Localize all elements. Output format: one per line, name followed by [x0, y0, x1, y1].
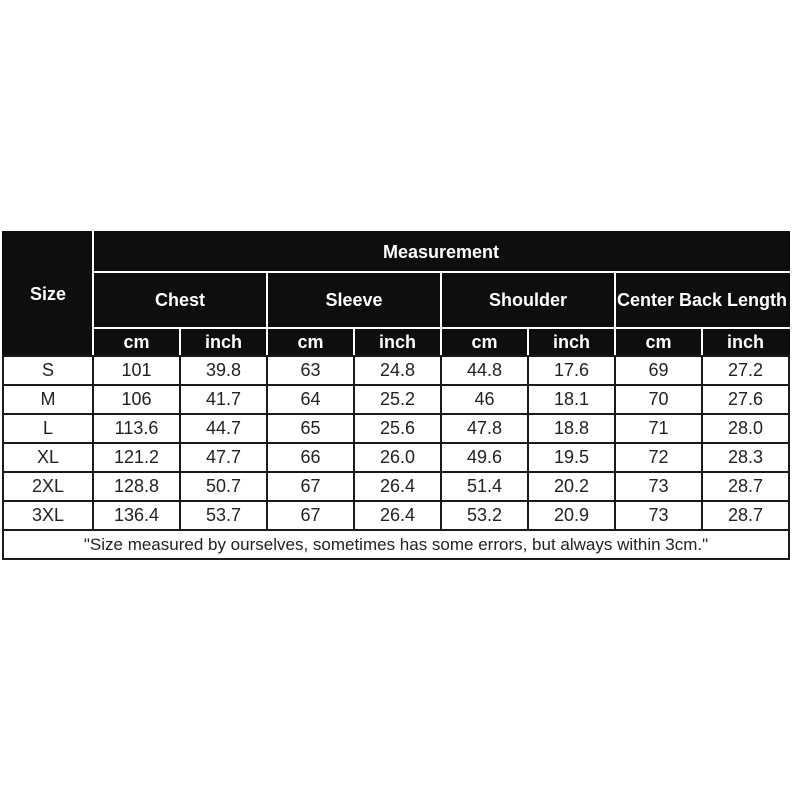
table-row-l	[3, 414, 789, 443]
size-cell: XL	[3, 443, 93, 472]
value-cell: 69	[615, 356, 702, 385]
group-header-chest: Chest	[93, 272, 267, 328]
size-column-header: Size	[3, 232, 93, 356]
value-cell: 73	[615, 501, 702, 530]
value-cell: 63	[267, 356, 354, 385]
value-cell: 26.4	[354, 501, 441, 530]
size-cell: S	[3, 356, 93, 385]
value-cell: 121.2	[93, 443, 180, 472]
value-cell: 20.9	[528, 501, 615, 530]
footnote-row	[3, 530, 789, 559]
value-cell: 26.0	[354, 443, 441, 472]
value-cell: 17.6	[528, 356, 615, 385]
value-cell: 46	[441, 385, 528, 414]
value-cell: 39.8	[180, 356, 267, 385]
value-cell: 71	[615, 414, 702, 443]
table-row-3xl	[3, 501, 789, 530]
value-cell: 47.7	[180, 443, 267, 472]
value-cell: 128.8	[93, 472, 180, 501]
group-header-sleeve: Sleeve	[267, 272, 441, 328]
value-cell: 28.7	[702, 472, 789, 501]
table-row-2xl	[3, 472, 789, 501]
table-row-s	[3, 356, 789, 385]
value-cell: 28.7	[702, 501, 789, 530]
group-header-center-back-length: Center Back Length	[615, 272, 789, 328]
value-cell: 25.2	[354, 385, 441, 414]
unit-header-row	[3, 328, 789, 356]
value-cell: 28.3	[702, 443, 789, 472]
size-cell: 3XL	[3, 501, 93, 530]
value-cell: 70	[615, 385, 702, 414]
unit-header-chest-inch: inch	[180, 328, 267, 356]
size-cell: M	[3, 385, 93, 414]
size-cell: L	[3, 414, 93, 443]
value-cell: 20.2	[528, 472, 615, 501]
value-cell: 27.2	[702, 356, 789, 385]
value-cell: 50.7	[180, 472, 267, 501]
value-cell: 72	[615, 443, 702, 472]
value-cell: 64	[267, 385, 354, 414]
value-cell: 24.8	[354, 356, 441, 385]
value-cell: 25.6	[354, 414, 441, 443]
table-row-m	[3, 385, 789, 414]
value-cell: 106	[93, 385, 180, 414]
unit-header-cbl-cm: cm	[615, 328, 702, 356]
value-cell: 53.2	[441, 501, 528, 530]
unit-header-shoulder-inch: inch	[528, 328, 615, 356]
unit-header-sleeve-cm: cm	[267, 328, 354, 356]
value-cell: 18.1	[528, 385, 615, 414]
value-cell: 26.4	[354, 472, 441, 501]
size-chart	[2, 231, 789, 560]
unit-header-sleeve-inch: inch	[354, 328, 441, 356]
value-cell: 113.6	[93, 414, 180, 443]
value-cell: 66	[267, 443, 354, 472]
value-cell: 41.7	[180, 385, 267, 414]
value-cell: 101	[93, 356, 180, 385]
size-cell: 2XL	[3, 472, 93, 501]
measurement-header-row	[3, 232, 789, 272]
value-cell: 49.6	[441, 443, 528, 472]
value-cell: 51.4	[441, 472, 528, 501]
footnote: "Size measured by ourselves, sometimes has some errors, but always within 3cm."	[3, 530, 789, 559]
value-cell: 136.4	[93, 501, 180, 530]
value-cell: 53.7	[180, 501, 267, 530]
unit-header-cbl-inch: inch	[702, 328, 789, 356]
size-chart-table	[2, 231, 790, 560]
value-cell: 73	[615, 472, 702, 501]
group-header-shoulder: Shoulder	[441, 272, 615, 328]
value-cell: 27.6	[702, 385, 789, 414]
value-cell: 67	[267, 501, 354, 530]
unit-header-shoulder-cm: cm	[441, 328, 528, 356]
unit-header-chest-cm: cm	[93, 328, 180, 356]
value-cell: 47.8	[441, 414, 528, 443]
value-cell: 18.8	[528, 414, 615, 443]
table-row-xl	[3, 443, 789, 472]
value-cell: 28.0	[702, 414, 789, 443]
value-cell: 44.7	[180, 414, 267, 443]
value-cell: 19.5	[528, 443, 615, 472]
measurement-title: Measurement	[93, 232, 789, 272]
value-cell: 65	[267, 414, 354, 443]
group-header-row	[3, 272, 789, 328]
value-cell: 67	[267, 472, 354, 501]
value-cell: 44.8	[441, 356, 528, 385]
